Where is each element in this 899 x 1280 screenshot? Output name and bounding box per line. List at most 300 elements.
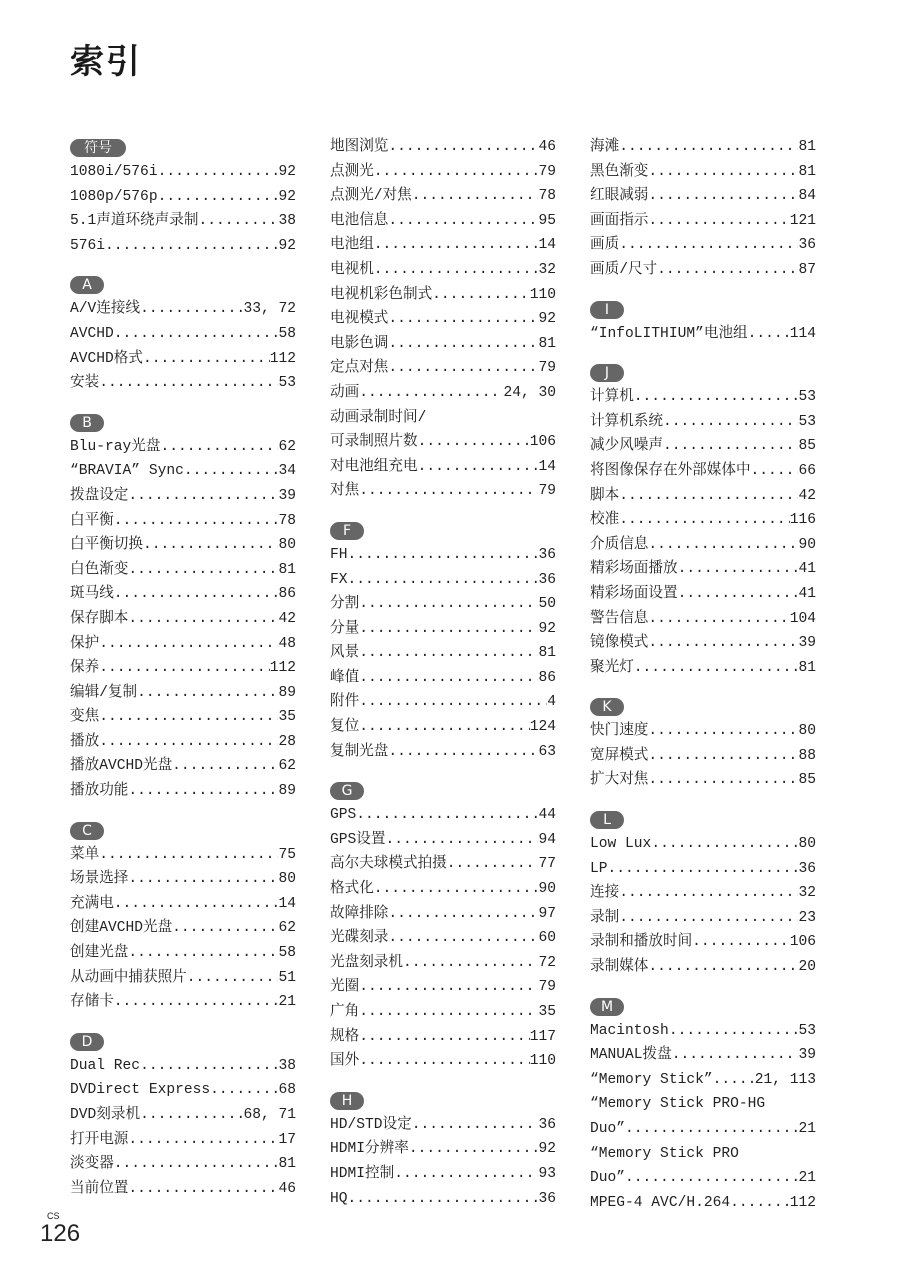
dot-leader — [692, 930, 790, 955]
entry-label: 光圈 — [330, 979, 360, 996]
entry-label: 黑色渐变 — [590, 163, 649, 180]
entry-row — [590, 135, 816, 160]
entry-page: 41 — [798, 561, 816, 578]
index-section — [330, 1088, 556, 1211]
entry-page: 14 — [538, 458, 556, 475]
entry-row — [590, 582, 816, 607]
index-section — [590, 135, 816, 283]
dot-leader — [359, 592, 538, 617]
entry-row — [590, 1191, 816, 1216]
dot-leader — [447, 852, 539, 877]
entry-page: 33, 72 — [243, 301, 296, 318]
section-letter-badge: M — [590, 998, 624, 1016]
entry-label: 校准 — [590, 512, 620, 529]
entry-label: 编辑/复制 — [70, 684, 138, 701]
index-entry — [70, 730, 296, 755]
index-entry — [590, 582, 816, 607]
entry-row — [590, 656, 816, 681]
entry-page: 53 — [798, 389, 816, 406]
entry-label-line1: “Memory Stick PRO — [590, 1145, 739, 1162]
entry-label: 充满电 — [70, 895, 114, 912]
index-section — [330, 518, 556, 764]
entry-page: 94 — [538, 831, 556, 848]
dot-leader — [172, 916, 278, 941]
entry-page: 92 — [538, 1141, 556, 1158]
entry-page: 53 — [798, 413, 816, 430]
entry-label: 地图浏览 — [330, 139, 389, 155]
index-entry — [330, 926, 556, 951]
entry-row — [70, 892, 296, 917]
index-entry — [590, 209, 816, 234]
entry-label: 对电池组充电 — [330, 458, 418, 475]
index-entry — [590, 1142, 816, 1191]
entry-page: 80 — [798, 723, 816, 740]
index-section — [70, 135, 296, 258]
entry-page: 21 — [798, 1170, 816, 1187]
entry-row — [590, 881, 816, 906]
entry-row — [330, 233, 556, 258]
entry-label: Low Lux — [590, 836, 652, 853]
entry-label: 减少风噪声 — [590, 438, 663, 455]
dot-leader — [619, 484, 798, 509]
entry-row — [330, 1049, 556, 1074]
dot-leader — [648, 744, 798, 769]
index-entry — [330, 568, 556, 593]
entry-label: 快门速度 — [590, 723, 649, 740]
index-entry — [590, 184, 816, 209]
entry-row — [330, 283, 556, 308]
entry-label-line1: 动画录制时间/ — [330, 409, 427, 426]
dot-leader — [409, 1137, 539, 1162]
entry-label: 广角 — [330, 1004, 360, 1020]
entry-page: 88 — [798, 747, 816, 764]
index-entry — [590, 385, 816, 410]
index-entry — [70, 990, 296, 1015]
dot-leader — [128, 484, 278, 509]
dot-leader — [432, 283, 530, 308]
index-entry — [330, 356, 556, 381]
dot-leader — [114, 322, 279, 347]
entry-label: Blu-ray光盘 — [70, 438, 161, 455]
entry-page: 79 — [538, 163, 556, 180]
entry-page: 36 — [798, 860, 816, 877]
dot-leader — [388, 902, 538, 927]
entry-page: 81 — [278, 561, 296, 578]
entry-page: 117 — [529, 1028, 556, 1045]
index-entry — [70, 607, 296, 632]
entry-label: 附件 — [330, 694, 360, 711]
dot-leader — [648, 160, 798, 185]
dot-leader — [388, 307, 538, 332]
entry-row — [590, 233, 816, 258]
dot-leader — [634, 656, 799, 681]
entry-row — [70, 1152, 296, 1177]
entry-page: 4 — [547, 694, 556, 711]
entry-label: 电视机彩色制式 — [330, 286, 433, 303]
index-section — [70, 1029, 296, 1202]
entry-label: “Memory Stick” — [590, 1071, 713, 1088]
entry-label: 录制 — [590, 909, 620, 926]
index-section — [590, 807, 816, 980]
entry-page: 62 — [278, 920, 296, 937]
entry-row — [590, 209, 816, 234]
entry-label: 国外 — [330, 1053, 360, 1070]
entry-label: MPEG-4 AVC/H.264 — [590, 1194, 731, 1211]
entry-row — [70, 607, 296, 632]
entry-page: 23 — [798, 909, 816, 926]
entry-row — [70, 185, 296, 210]
entry-row — [70, 533, 296, 558]
index-entry — [70, 656, 296, 681]
entry-label: 峰值 — [330, 669, 360, 686]
dot-leader — [359, 1025, 530, 1050]
dot-leader — [114, 892, 279, 917]
entry-page: 112 — [269, 350, 296, 367]
entry-row — [330, 1025, 556, 1050]
index-entry — [70, 371, 296, 396]
entry-page: 92 — [278, 188, 296, 205]
entry-label: GPS设置 — [330, 831, 386, 848]
index-entry — [330, 160, 556, 185]
entry-page: 21 — [278, 994, 296, 1011]
entry-row — [70, 371, 296, 396]
index-entry — [330, 1025, 556, 1050]
dot-leader — [388, 332, 538, 357]
page-title: 索引 — [70, 42, 142, 82]
dot-leader — [619, 508, 790, 533]
dot-leader — [140, 1103, 243, 1128]
entry-row — [590, 857, 816, 882]
dot-leader — [137, 681, 278, 706]
index-entry — [70, 1152, 296, 1177]
entry-label: HD/STD设定 — [330, 1116, 412, 1133]
entry-row — [330, 332, 556, 357]
index-entry — [70, 632, 296, 657]
entry-row — [590, 160, 816, 185]
entry-page: 53 — [278, 375, 296, 392]
entry-label: 存储卡 — [70, 994, 114, 1011]
dot-leader — [114, 990, 279, 1015]
index-entry — [330, 617, 556, 642]
dot-leader — [128, 941, 278, 966]
entry-page: 80 — [278, 537, 296, 554]
entry-label: 海滩 — [590, 139, 620, 155]
dot-leader — [619, 881, 798, 906]
entry-page: 81 — [798, 139, 816, 155]
entry-row — [330, 902, 556, 927]
section-letter-badge: D — [70, 1033, 104, 1051]
entry-row — [590, 184, 816, 209]
entry-page: 36 — [538, 546, 556, 563]
entry-page: 39 — [798, 1047, 816, 1064]
dot-leader — [672, 1043, 799, 1068]
index-entry — [590, 233, 816, 258]
entry-label: 连接 — [590, 885, 620, 902]
entry-page: 53 — [798, 1022, 816, 1039]
index-entry — [70, 234, 296, 259]
entry-row — [70, 730, 296, 755]
dot-leader — [403, 951, 539, 976]
entry-page: 87 — [798, 261, 816, 278]
entry-row — [330, 740, 556, 765]
entry-label: 复位 — [330, 719, 360, 736]
entry-row — [70, 705, 296, 730]
dot-leader — [359, 690, 547, 715]
dot-leader — [99, 656, 270, 681]
index-entry — [330, 641, 556, 666]
index-entry — [590, 1092, 816, 1141]
entry-row — [70, 582, 296, 607]
entry-row — [70, 867, 296, 892]
index-entry — [70, 867, 296, 892]
entry-page: 28 — [278, 733, 296, 750]
dot-leader — [348, 568, 539, 593]
entry-page: 32 — [798, 885, 816, 902]
entry-page: 116 — [789, 512, 816, 529]
index-section — [590, 297, 816, 347]
entry-row — [590, 1043, 816, 1068]
index-entry — [70, 681, 296, 706]
dot-leader — [648, 533, 798, 558]
entry-row — [590, 744, 816, 769]
entry-label: 菜单 — [70, 846, 100, 863]
entry-page: 81 — [798, 659, 816, 676]
entry-row — [330, 975, 556, 1000]
entry-row — [590, 955, 816, 980]
entry-row — [590, 768, 816, 793]
entry-row — [70, 1078, 296, 1103]
index-section — [70, 272, 296, 395]
dot-leader — [657, 258, 798, 283]
entry-row — [330, 307, 556, 332]
entry-label: 点测光 — [330, 163, 374, 180]
section-letter-badge: 符号 — [70, 139, 126, 157]
index-entry — [330, 381, 556, 406]
entry-row — [70, 843, 296, 868]
entry-page: 58 — [278, 325, 296, 342]
entry-row — [70, 656, 296, 681]
dot-leader — [99, 730, 278, 755]
entry-label: 1080p/576p — [70, 188, 158, 205]
index-entry — [330, 332, 556, 357]
entry-page: 104 — [789, 610, 816, 627]
dot-leader — [374, 258, 539, 283]
entry-label: 扩大对焦 — [590, 772, 649, 789]
entry-label: 红眼减弱 — [590, 188, 649, 205]
entry-row — [70, 916, 296, 941]
entry-label: 计算机系统 — [590, 413, 663, 430]
entry-label: 变焦 — [70, 709, 100, 726]
index-entry — [590, 160, 816, 185]
index-entry — [590, 832, 816, 857]
entry-page: 86 — [278, 586, 296, 603]
entry-row — [330, 1000, 556, 1025]
entry-page: 81 — [798, 163, 816, 180]
index-entry — [70, 582, 296, 607]
entry-label: 精彩场面设置 — [590, 585, 678, 602]
dot-leader — [99, 632, 278, 657]
entry-page: 92 — [278, 164, 296, 180]
index-entry — [590, 1043, 816, 1068]
dot-leader — [114, 582, 279, 607]
dot-leader — [648, 184, 798, 209]
entry-row — [70, 297, 296, 322]
index-entry — [70, 941, 296, 966]
dot-leader — [158, 185, 279, 210]
dot-leader — [140, 1054, 278, 1079]
index-entry — [330, 479, 556, 504]
index-entry — [330, 828, 556, 853]
entry-row — [590, 258, 816, 283]
entry-label: 分割 — [330, 596, 360, 613]
dot-leader — [161, 435, 279, 460]
entry-label: 录制媒体 — [590, 959, 649, 976]
dot-leader — [608, 857, 799, 882]
entry-page: 121 — [789, 212, 816, 229]
entry-label: 分量 — [330, 620, 360, 637]
dot-leader — [648, 719, 798, 744]
entry-label: FX — [330, 571, 348, 588]
index-entry — [590, 557, 816, 582]
entry-label: 白平衡切换 — [70, 537, 143, 554]
dot-leader — [418, 430, 530, 455]
entry-row — [590, 385, 816, 410]
entry-page: 36 — [538, 1190, 556, 1207]
section-letter-badge: K — [590, 698, 624, 716]
index-entry — [330, 184, 556, 209]
index-entry — [590, 434, 816, 459]
entry-label: 斑马线 — [70, 586, 114, 603]
entry-page: 63 — [538, 743, 556, 760]
index-entry — [70, 533, 296, 558]
index-entry — [590, 881, 816, 906]
entry-row — [330, 852, 556, 877]
entry-page: 112 — [269, 660, 296, 677]
entry-row — [590, 719, 816, 744]
entry-page: 85 — [798, 772, 816, 789]
dot-leader — [388, 740, 538, 765]
entry-row — [330, 828, 556, 853]
entry-page: 114 — [789, 325, 816, 342]
index-entry — [590, 258, 816, 283]
entry-page: 75 — [278, 846, 296, 863]
entry-row — [70, 209, 296, 234]
index-entry — [330, 1000, 556, 1025]
index-entry — [70, 779, 296, 804]
dot-leader — [418, 455, 539, 480]
index-entry — [70, 1078, 296, 1103]
dot-leader — [359, 641, 538, 666]
entry-page: 110 — [529, 1053, 556, 1070]
index-column-3 — [590, 135, 816, 1229]
entry-page: 39 — [278, 487, 296, 504]
entry-label: 高尔夫球模式拍摄 — [330, 856, 447, 873]
entry-page: 92 — [538, 620, 556, 637]
entry-row — [590, 1068, 816, 1093]
index-section — [590, 994, 816, 1216]
entry-page: 36 — [538, 571, 556, 588]
index-entry — [70, 1054, 296, 1079]
index-entry — [70, 916, 296, 941]
entry-row — [330, 381, 556, 406]
dot-leader — [412, 184, 539, 209]
entry-label: 5.1声道环绕声录制 — [70, 213, 199, 230]
dot-leader — [648, 607, 789, 632]
entry-label: DVDirect Express — [70, 1082, 211, 1099]
entry-page: 95 — [538, 212, 556, 229]
index-entry — [590, 906, 816, 931]
entry-page: 81 — [278, 1156, 296, 1173]
entry-label: 光盘刻录机 — [330, 954, 403, 971]
entry-page: 51 — [278, 969, 296, 986]
entry-row — [590, 1166, 816, 1191]
entry-label: HDMI控制 — [330, 1165, 395, 1182]
entry-page: 60 — [538, 930, 556, 947]
entry-row — [330, 666, 556, 691]
entry-page: 85 — [798, 438, 816, 455]
index-entry — [590, 322, 816, 347]
entry-row — [330, 1113, 556, 1138]
dot-leader — [359, 617, 538, 642]
section-letter-badge: F — [330, 522, 364, 540]
entry-page: 21, 113 — [754, 1071, 816, 1088]
dot-leader — [128, 558, 278, 583]
entry-row — [70, 509, 296, 534]
dot-leader — [394, 1162, 538, 1187]
entry-page: 86 — [538, 669, 556, 686]
index-entry — [330, 1187, 556, 1212]
entry-page: 68 — [278, 1082, 296, 1099]
index-entry — [330, 951, 556, 976]
dot-leader — [198, 209, 278, 234]
dot-leader — [751, 459, 799, 484]
entry-label: A/V连接线 — [70, 301, 141, 318]
dot-leader — [648, 209, 789, 234]
index-entry — [590, 631, 816, 656]
index-section — [70, 410, 296, 804]
entry-page: 79 — [538, 360, 556, 377]
entry-label: 可录制照片数 — [330, 434, 418, 451]
dot-leader — [648, 631, 798, 656]
entry-page: 77 — [538, 856, 556, 873]
entry-page: 79 — [538, 483, 556, 500]
entry-label: FH — [330, 546, 348, 563]
dot-leader — [374, 877, 539, 902]
index-entry — [70, 297, 296, 322]
entry-label: 警告信息 — [590, 610, 649, 627]
entry-page: 38 — [278, 213, 296, 230]
section-letter-badge: C — [70, 822, 104, 840]
entry-row — [330, 135, 556, 160]
entry-label: AVCHD — [70, 325, 114, 342]
entry-row — [330, 803, 556, 828]
entry-label: GPS — [330, 807, 357, 824]
index-entry — [590, 768, 816, 793]
entry-label: “BRAVIA” Sync — [70, 463, 184, 480]
entry-row — [70, 632, 296, 657]
index-section — [590, 694, 816, 793]
index-section — [70, 818, 296, 1015]
dot-leader — [359, 1049, 530, 1074]
entry-page: 41 — [798, 585, 816, 602]
index-section — [330, 778, 556, 1074]
entry-page: 62 — [278, 438, 296, 455]
index-entry — [330, 715, 556, 740]
entry-page: 38 — [278, 1057, 296, 1074]
entry-page: 44 — [538, 807, 556, 824]
entry-label: 聚光灯 — [590, 659, 634, 676]
entry-row — [70, 558, 296, 583]
